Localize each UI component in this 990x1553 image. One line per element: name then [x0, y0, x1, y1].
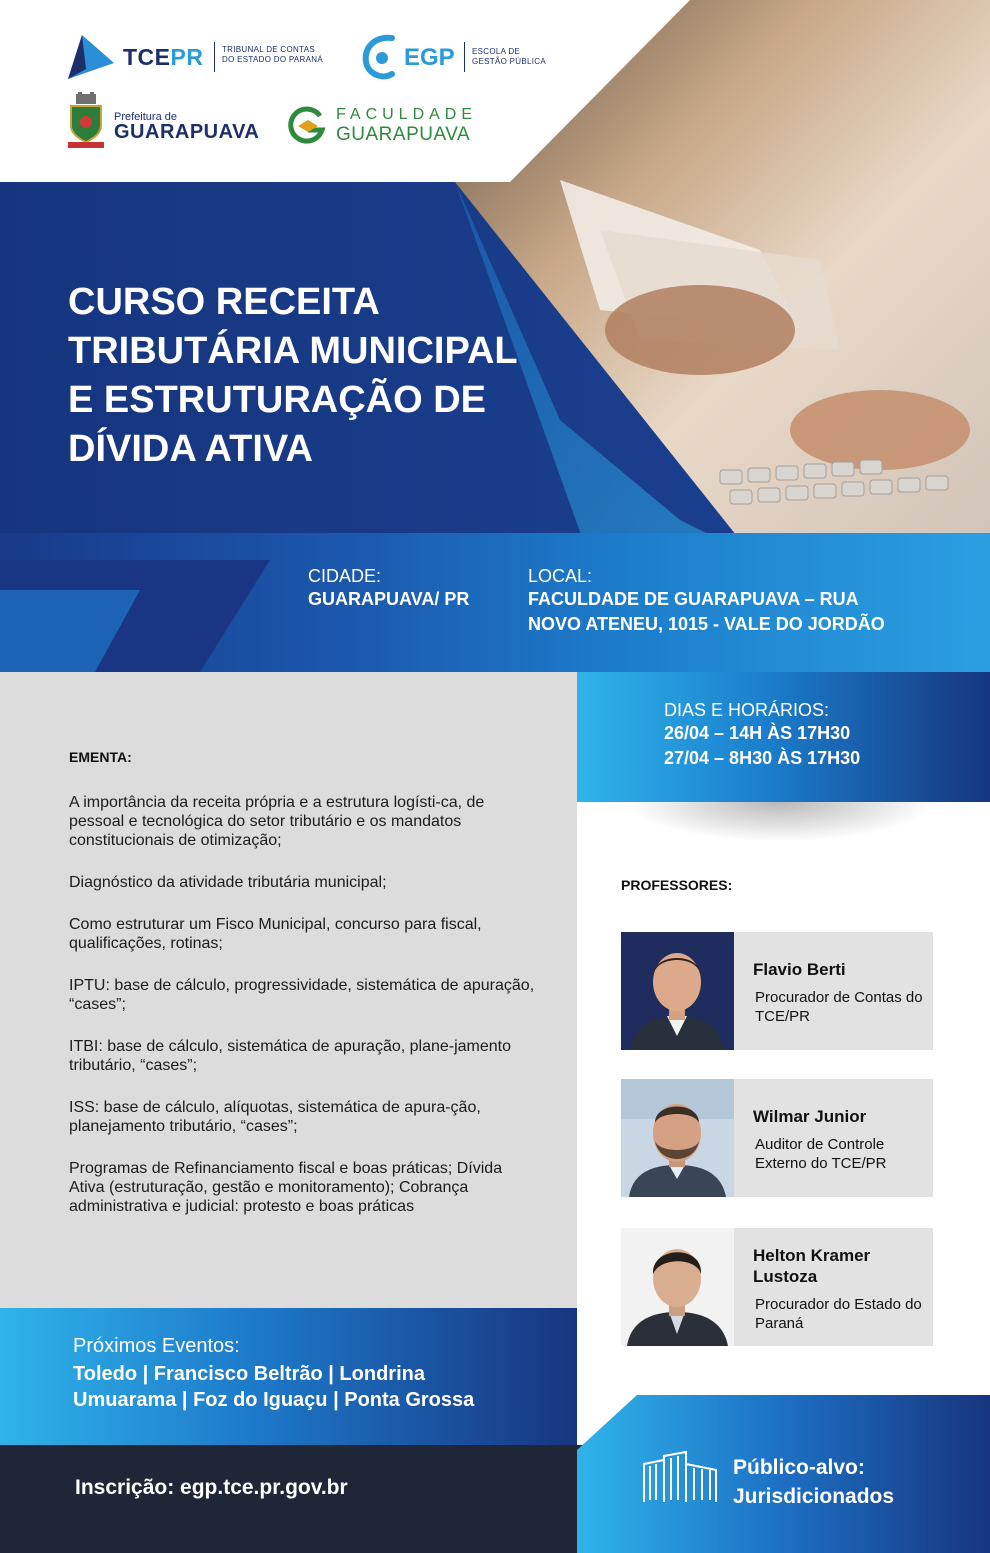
- professor-photo: [621, 1228, 734, 1346]
- professor-photo: [621, 1079, 734, 1197]
- target-audience-value: Jurisdicionados: [733, 1485, 895, 1508]
- ementa-heading: EMENTA:: [69, 749, 132, 765]
- target-audience: [733, 1453, 894, 1511]
- professor-role: Procurador do Estado do Paraná: [755, 1296, 922, 1332]
- ementa-item: A importância da receita própria e a estrutura logísti-ca, de pessoal e tecnológica do setor tributário e os mandatos constitucionais de otimização;: [69, 794, 485, 849]
- ementa-item: ISS: base de cálculo, alíquotas, sistemática de apura-ção, planejamento tributário, “cases”;: [69, 1099, 481, 1135]
- local-label: LOCAL:: [528, 566, 593, 586]
- schedule-text: [664, 700, 860, 771]
- professor-name: Wilmar Junior: [753, 1107, 867, 1126]
- tce-logo-text: TCEPR: [123, 44, 204, 70]
- tce-logo-divider: [214, 42, 215, 72]
- local-block: [528, 566, 885, 637]
- ementa-list: [69, 793, 539, 1239]
- events-cities-line-2: Umuarama | Foz do Iguaçu | Ponta Grossa: [73, 1389, 475, 1411]
- registration-link[interactable]: Inscrição: egp.tce.pr.gov.br: [75, 1476, 348, 1499]
- local-line-2: NOVO ATENEU, 1015 - VALE DO JORDÃO: [528, 614, 885, 634]
- professors-heading: PROFESSORES:: [621, 877, 733, 893]
- schedule-line-1: 26/04 – 14H ÀS 17H30: [664, 723, 851, 743]
- professor-name: Helton Kramer Lustoza: [753, 1246, 871, 1286]
- professor-card: [621, 1228, 933, 1346]
- ementa-item: Programas de Refinanciamento fiscal e boas práticas; Dívida Ativa (estruturação, gestão e monitoramento); Cobrança administrativa e judicial: protesto e boas práticas: [69, 1160, 503, 1215]
- course-title: CURSO RECEITA TRIBUTÁRIA MUNICIPAL E ESTRUTURAÇÃO DE DÍVIDA ATIVA: [68, 281, 518, 470]
- tce-logo-subtitle: TRIBUNAL DE CONTAS DO ESTADO DO PARANÁ: [222, 45, 323, 64]
- events-label: Próximos Eventos:: [73, 1335, 240, 1357]
- egp-logo-subtitle: ESCOLA DE GESTÃO PÚBLICA: [472, 47, 546, 66]
- professor-card: [621, 1079, 933, 1197]
- schedule-box-shadow: [625, 802, 935, 842]
- ementa-item: ITBI: base de cálculo, sistemática de apuração, plane-jamento tributário, “cases”;: [69, 1038, 512, 1074]
- faculdade-logo-top: FACULDADE: [336, 106, 478, 123]
- faculdade-logo-icon: [286, 106, 326, 146]
- schedule-line-2: 27/04 – 8H30 ÀS 17H30: [664, 748, 861, 768]
- guarapuava-crest-icon: [66, 92, 106, 150]
- egp-logo-divider: [464, 42, 465, 72]
- professor-role: Procurador de Contas do TCE/PR: [755, 989, 923, 1025]
- professor-role: Auditor de Controle Externo do TCE/PR: [755, 1136, 887, 1172]
- egp-logo-text: EGP: [404, 44, 455, 71]
- ementa-item: IPTU: base de cálculo, progressividade, sistemática de apuração, “cases”;: [69, 977, 535, 1013]
- cidade-block: [308, 566, 469, 612]
- prefeitura-city: GUARAPUAVA: [114, 121, 260, 143]
- ementa-item: Diagnóstico da atividade tributária municipal;: [69, 874, 387, 891]
- cidade-label: CIDADE:: [308, 566, 382, 586]
- faculdade-logo-bottom: GUARAPUAVA: [336, 124, 471, 145]
- prefeitura-label: Prefeitura de: [114, 111, 177, 123]
- cidade-value: GUARAPUAVA/ PR: [308, 589, 470, 609]
- schedule-label: DIAS E HORÁRIOS:: [664, 700, 830, 720]
- tce-logo-icon: [68, 35, 114, 79]
- local-line-1: FACULDADE DE GUARAPUAVA – RUA: [528, 589, 859, 609]
- professor-photo: [621, 932, 734, 1050]
- ementa-item: Como estruturar um Fisco Municipal, concurso para fiscal, qualificações, rotinas;: [69, 916, 482, 952]
- target-audience-label: Público-alvo:: [733, 1456, 865, 1479]
- professor-name: Flavio Berti: [753, 960, 846, 979]
- building-icon: [642, 1450, 718, 1506]
- professor-card: [621, 932, 933, 1050]
- egp-logo-icon: [362, 34, 402, 80]
- events-cities-line-1: Toledo | Francisco Beltrão | Londrina: [73, 1363, 425, 1385]
